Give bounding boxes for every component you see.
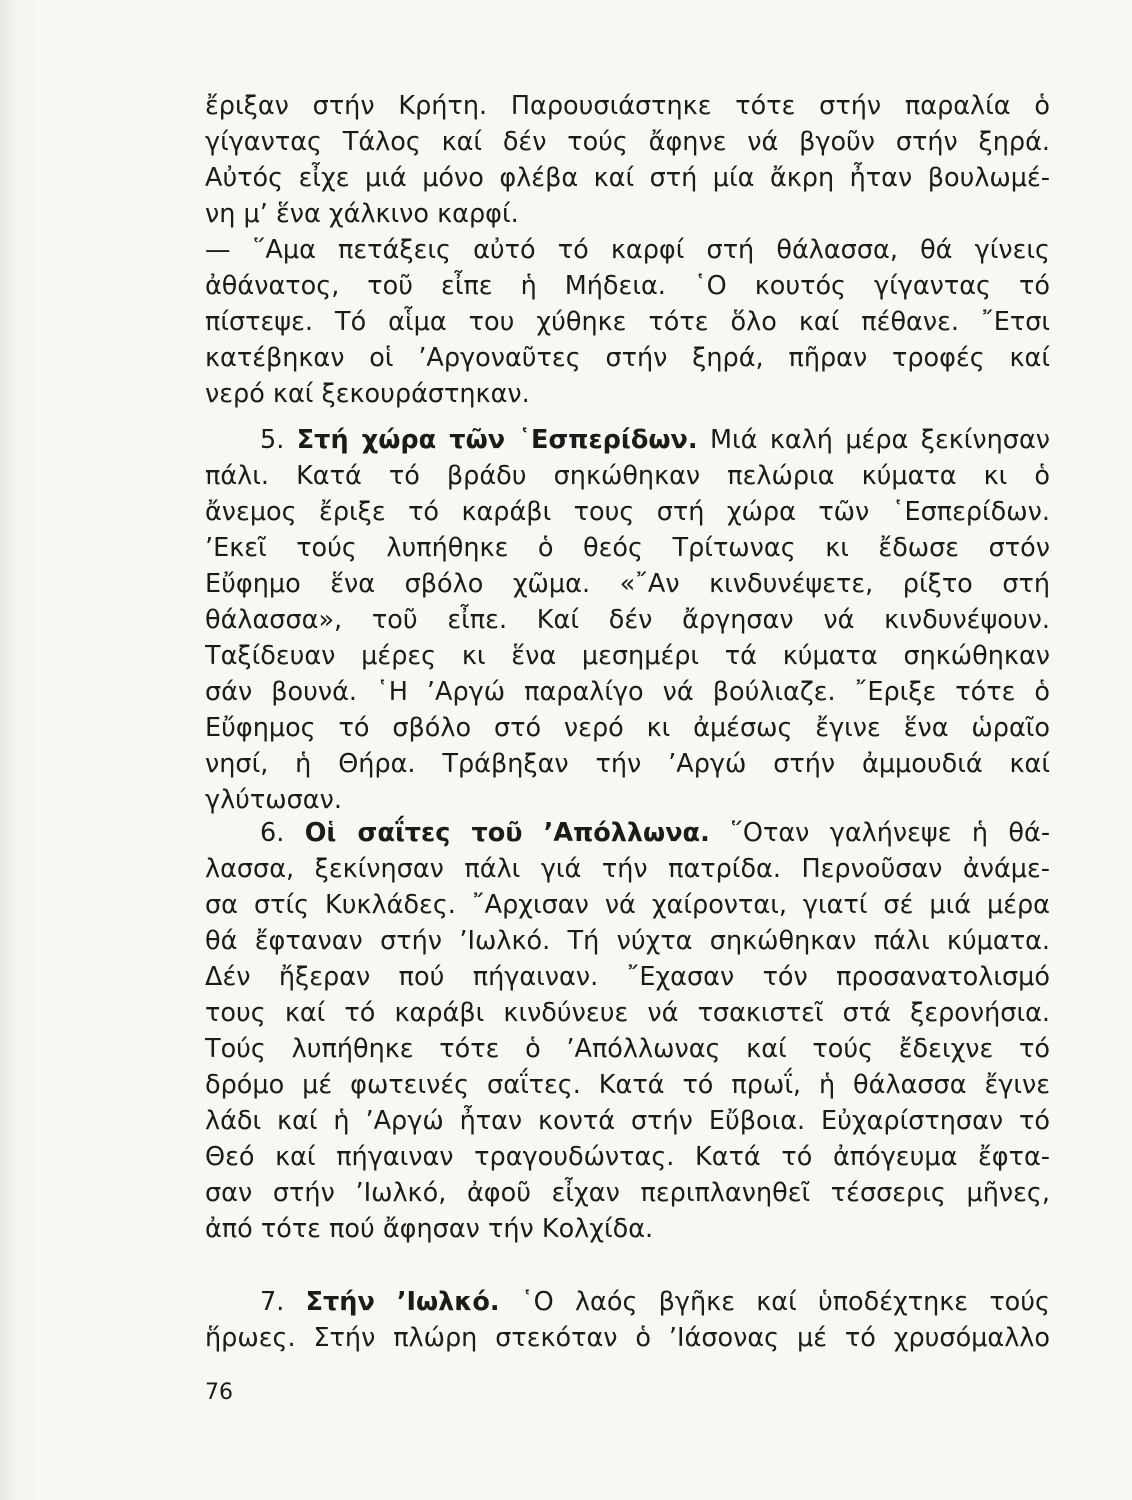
text-line: θάλασσα», τοῦ εἶπε. Καί δέν ἄργησαν νά κινδυνέψουν.: [205, 605, 1050, 635]
text-line: Εὔφημο ἕνα σβόλο χῶμα. «῎Αν κινδυνέψετε, ρίξτο στή: [205, 569, 1050, 599]
text-line: νη μ’ ἕνα χάλκινο καρφί.: [205, 199, 519, 229]
text-line: Ταξίδευαν μέρες κι ἕνα μεσημέρι τά κύματα σηκώθηκαν: [205, 641, 1050, 671]
text-line: τους καί τό καράβι κινδύνευε νά τσακιστεῖ στά ξερονήσια.: [205, 998, 1050, 1028]
text-line: ’Εκεῖ τούς λυπήθηκε ὁ θεός Τρίτωνας κι ἔδωσε στόν: [205, 533, 1050, 563]
section-6-number: 6.: [260, 818, 285, 848]
text-line: νησί, ἡ Θήρα. Τράβηξαν τήν ’Αργώ στήν ἀμμουδιά καί: [205, 749, 1050, 779]
text-line: θά ἔφταναν στήν ’Ιωλκό. Τή νύχτα σηκώθηκαν πάλι κύματα.: [205, 926, 1050, 956]
section-6-first-line: [205, 815, 1050, 851]
text-line: ἀθάνατος, τοῦ εἶπε ἡ Μήδεια. ῾Ο κουτός γίγαντας τό: [205, 271, 1050, 301]
text-line: σάν βουνά. ῾Η ’Αργώ παραλίγο νά βούλιαζε. ῎Εριξε τότε ὁ: [205, 677, 1050, 707]
text-line: δρόμο μέ φωτεινές σαΐτες. Κατά τό πρωΐ, ἡ θάλασσα ἔγινε: [205, 1070, 1050, 1100]
section-7-first-line: [205, 1284, 1050, 1320]
text-line: Εὔφημος τό σβόλο στό νερό κι ἀμέσως ἔγινε ἕνα ὡραῖο: [205, 713, 1050, 743]
section-7-first-text: ῾Ο λαός βγῆκε καί ὑποδέχτηκε τούς: [520, 1287, 1050, 1317]
section-5-first-text: Μιά καλή μέρα ξεκίνησαν: [710, 425, 1050, 455]
text-line: ἥρωες. Στήν πλώρη στεκόταν ὁ ’Ιάσονας μέ τό χρυσόμαλλο: [205, 1323, 1050, 1353]
text-line: γλύτωσαν.: [205, 785, 342, 815]
text-line: ἄνεμος ἔριξε τό καράβι τους στή χώρα τῶν ῾Εσπερίδων.: [205, 497, 1050, 527]
section-5-number: 5.: [260, 425, 285, 455]
text-line: λασσα, ξεκίνησαν πάλι γιά τήν πατρίδα. Περνοῦσαν ἀνάμε-: [205, 854, 1050, 884]
text-line: Δέν ἤξεραν πού πήγαιναν. ῎Εχασαν τόν προσανατολισμό: [205, 962, 1050, 992]
text-line: Αὐτός εἶχε μιά μόνο φλέβα καί στή μία ἄκρη ἦταν βουλωμέ-: [205, 163, 1050, 193]
section-5-heading: Στή χώρα τῶν ῾Εσπερίδων.: [296, 425, 698, 455]
text-line: κατέβηκαν οἱ ’Αργοναῦτες στήν ξηρά, πῆραν τροφές καί: [205, 343, 1050, 373]
page-number: 76: [205, 1380, 233, 1405]
section-5-first-line: [205, 422, 1050, 458]
text-line: ἔριξαν στήν Κρήτη. Παρουσιάστηκε τότε στήν παραλία ὁ: [205, 91, 1050, 121]
text-line: ἀπό τότε πού ἄφησαν τήν Κολχίδα.: [205, 1214, 654, 1244]
section-7-number: 7.: [260, 1287, 285, 1317]
section-7-heading: Στήν ’Ιωλκό.: [305, 1287, 500, 1317]
text-line: — ῞Αμα πετάξεις αὐτό τό καρφί στή θάλασσα, θά γίνεις: [205, 235, 1050, 265]
text-line: σαν στήν ’Ιωλκό, ἀφοῦ εἶχαν περιπλανηθεῖ τέσσερις μῆνες,: [205, 1178, 1050, 1208]
text-line: Τούς λυπήθηκε τότε ὁ ’Απόλλωνας καί τούς ἔδειχνε τό: [205, 1034, 1050, 1064]
text-line: πάλι. Κατά τό βράδυ σηκώθηκαν πελώρια κύματα κι ὁ: [205, 461, 1050, 491]
section-6-first-text: ῞Οταν γαλήνεψε ἡ θά-: [730, 818, 1050, 848]
text-line: λάδι καί ἡ ’Αργώ ἦταν κοντά στήν Εὔβοια. Εὐχαρίστησαν τό: [205, 1106, 1050, 1136]
text-line: σα στίς Κυκλάδες. ῎Αρχισαν νά χαίρονται, γιατί σέ μιά μέρα: [205, 890, 1050, 920]
text-line: νερό καί ξεκουράστηκαν.: [205, 379, 530, 409]
section-6-heading: Οἱ σαΐτες τοῦ ’Απόλλωνα.: [304, 818, 710, 848]
text-line: γίγαντας Τάλος καί δέν τούς ἄφηνε νά βγοῦν στήν ξηρά.: [205, 127, 1050, 157]
text-line: Θεό καί πήγαιναν τραγουδώντας. Κατά τό ἀπόγευμα ἔφτα-: [205, 1142, 1050, 1172]
text-line: πίστεψε. Τό αἷμα του χύθηκε τότε ὅλο καί πέθανε. ῎Ετσι: [205, 307, 1050, 337]
